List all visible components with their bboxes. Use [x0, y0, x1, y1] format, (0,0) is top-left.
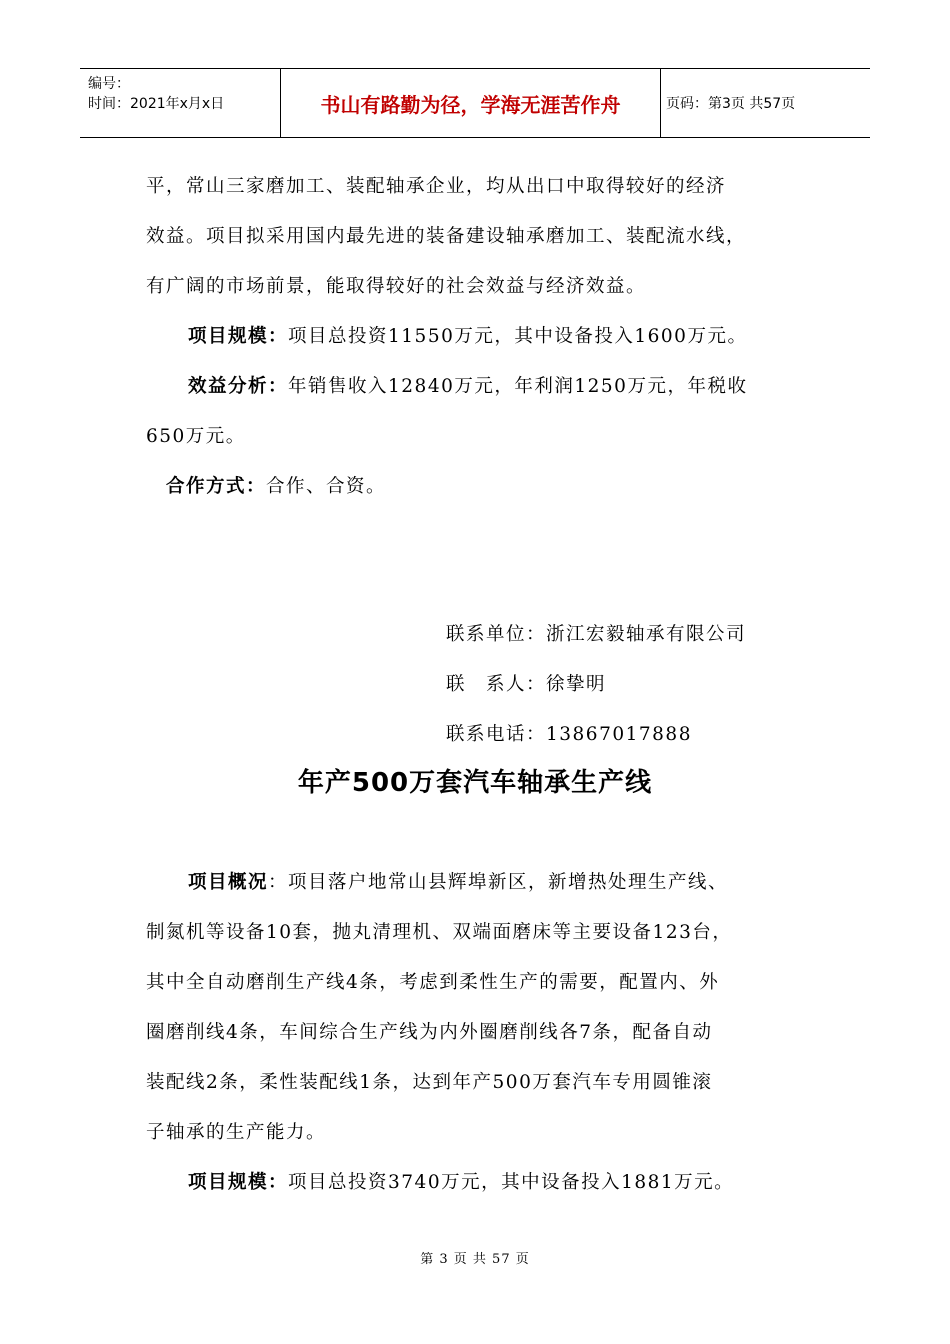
- paragraph-line: 圈磨削线4条，车间综合生产线为内外圈磨削线各7条，配备自动: [146, 1022, 713, 1043]
- page-info: 页码：第3页 共57页: [666, 96, 796, 112]
- header-motto-cell: [281, 69, 661, 137]
- project-overview-text: ：项目落户地常山县辉埠新区，新增热处理生产线、: [268, 872, 729, 893]
- benefit-analysis-line: [188, 372, 747, 398]
- cooperation-line: [166, 472, 386, 498]
- paragraph-line: 装配线2条，柔性装配线1条，达到年产500万套汽车专用圆锥滚: [146, 1072, 713, 1093]
- project-scale-label-2: 项目规模：: [188, 1172, 289, 1193]
- header-meta-cell: [80, 69, 281, 137]
- contact-unit: 联系单位：浙江宏毅轴承有限公司: [446, 624, 747, 645]
- project-overview-line: [188, 868, 728, 894]
- paragraph-line: 平，常山三家磨加工、装配轴承企业，均从出口中取得较好的经济: [146, 176, 727, 197]
- benefit-analysis-label: 效益分析：: [188, 376, 289, 397]
- serial-label: 编号：: [88, 76, 130, 92]
- cooperation-label: 合作方式：: [166, 476, 267, 497]
- cooperation-text: 合作、合资。: [266, 476, 387, 497]
- section-title: 年产500万套汽车轴承生产线: [297, 768, 653, 798]
- motto-text: 书山有路勤为径，学海无涯苦作舟: [320, 92, 621, 117]
- page-header: [80, 68, 870, 138]
- project-scale-line-2: [188, 1168, 734, 1194]
- benefit-analysis-continued: 650万元。: [146, 426, 246, 447]
- paragraph-line: 有广阔的市场前景，能取得较好的社会效益与经济效益。: [146, 276, 647, 297]
- page-footer: 第 3 页 共 57 页: [420, 1252, 530, 1267]
- project-scale-text-2: 项目总投资3740万元，其中设备投入1881万元。: [288, 1172, 735, 1193]
- project-scale-line: [188, 322, 747, 348]
- benefit-analysis-text: 年销售收入12840万元，年利润1250万元，年税收: [288, 376, 748, 397]
- project-scale-text: 项目总投资11550万元，其中设备投入1600万元。: [288, 326, 748, 347]
- paragraph-line: 其中全自动磨削生产线4条，考虑到柔性生产的需要，配置内、外: [146, 972, 720, 993]
- paragraph-line: 子轴承的生产能力。: [146, 1122, 327, 1143]
- contact-person: 联 系人：徐挚明: [446, 674, 607, 695]
- paragraph-line: 制氮机等设备10套，抛丸清理机、双端面磨床等主要设备123台，: [146, 922, 733, 943]
- project-overview-label: 项目概况: [188, 872, 269, 893]
- date-label: 时间：2021年x月x日: [88, 96, 225, 112]
- header-page-cell: [661, 69, 870, 137]
- contact-phone: 联系电话：13867017888: [446, 724, 692, 745]
- project-scale-label: 项目规模：: [188, 326, 289, 347]
- paragraph-line: 效益。项目拟采用国内最先进的装备建设轴承磨加工、装配流水线，: [146, 226, 747, 247]
